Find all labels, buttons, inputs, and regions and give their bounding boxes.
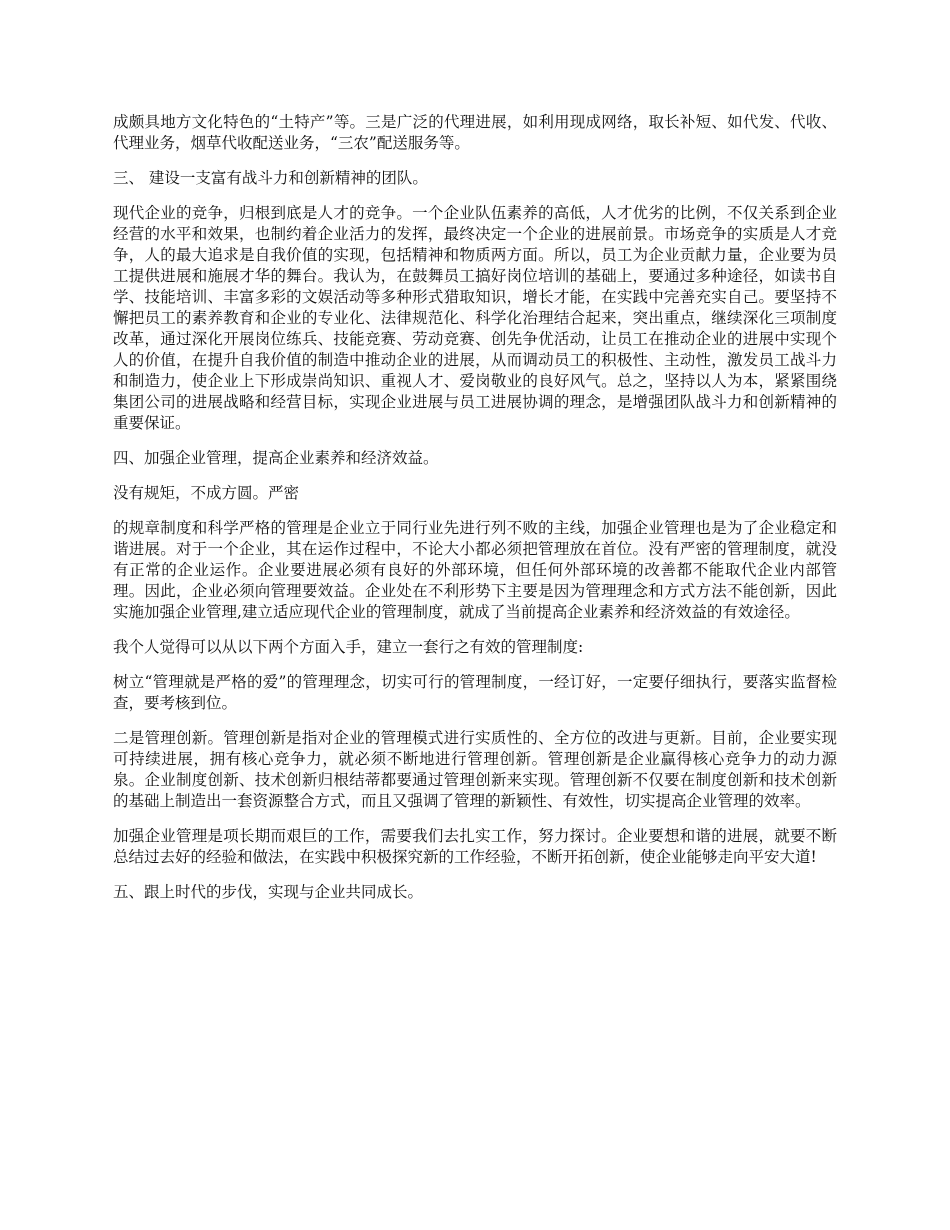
paragraph-two-aspects: 我个人觉得可以从以下两个方面入手，建立一套行之有效的管理制度: — [113, 638, 584, 656]
paragraph-rules-and-management: 的规章制度和科学严格的管理是企业立于同行业先进行列不败的主线，加强企业管理也是为了企业稳定和谐进展。对于一个企业，其在运作过程中，不论大小都必须把管理放在首位。没有严密的管理制度，就没有正常的企业运作。企业要进展必须有良好的外部环境，但任何外部环境的改善都不能取代企业内部管理。因此，企业必须向管理要效益。企业处在不利形势下主要是因为管理理念和方式方法不能创新，因此实施加强企业管理,建立适应现代企业的管理制度，就成了当前提高企业素养和经济效益的有效途径。 — [113, 519, 837, 621]
paragraph-talent-competition: 现代企业的竞争，归根到底是人才的竞争。一个企业队伍素养的高低，人才优劣的比例，不仅关系到企业经营的水平和效果，也制约着企业活力的发挥，最终决定一个企业的进展前景。市场竞争的实质是人才竞争，人的最大追求是自我价值的实现，包括精神和物质两方面。所以，员工为企业贡献力量，企业要为员工提供进展和施展才华的舞台。我认为，在鼓舞员工搞好岗位培训的基础上，要通过多种途径，如读书自学、技能培训、丰富多彩的文娱活动等多种形式猎取知识，增长才能，在实践中完善充实自己。要坚持不懈把员工的素养教育和企业的专业化、法律规范化、科学化治理结合起来，突出重点，继续深化三项制度改革，通过深化开展岗位练兵、技能竞赛、劳动竞赛、创先争优活动，让员工在推动企业的进展中实现个人的价值，在提升自我价值的制造中推动企业的进展，从而调动员工的积极性、主动性，激发员工战斗力和制造力，使企业上下形成崇尚知识、重视人才、爱岗敬业的良好风气。总之，坚持以人为本，紧紧围绕集团公司的进展战略和经营目标，实现企业进展与员工进展协调的理念，是增强团队战斗力和创新精神的重要保证。 — [113, 204, 837, 432]
paragraph-local-products: 成颇具地方文化特色的“土特产”等。三是广泛的代理进展，如利用现成网络，取长补短、如代发、代收、代理业务，烟草代收配送业务，“三农”配送服务等。 — [113, 113, 837, 152]
section-heading-team: 三、 建设一支富有战斗力和创新精神的团队。 — [113, 169, 428, 187]
paragraph-management-innovation: 二是管理创新。管理创新是指对企业的管理模式进行实质性的、全方位的改进与更新。目前，企业要实现可持续进展，拥有核心竞争力，就必须不断地进行管理创新。管理创新是企业赢得核心竞争力的动力源泉。企业制度创新、技术创新归根结蒂都要通过管理创新来实现。管理创新不仅要在制度创新和技术创新的基础上制造出一套资源整合方式，而且又强调了管理的新颖性、有效性，切实提高企业管理的效率。 — [113, 729, 837, 810]
paragraph-long-term-work: 加强企业管理是项长期而艰巨的工作，需要我们去扎实工作，努力探讨。企业要想和谐的进展，就要不断总结过去好的经验和做法，在实践中积极探究新的工作经验，不断开拓创新，使企业能够走向平安大道! — [113, 827, 837, 866]
document-body — [113, 112, 837, 917]
paragraph-rules-intro: 没有规矩，不成方圆。严密 — [113, 484, 300, 502]
paragraph-management-philosophy: 树立“管理就是严格的爱”的管理理念，切实可行的管理制度，一经订好，一定要仔细执行，要落实监督检查，要考核到位。 — [113, 673, 837, 712]
section-heading-management: 四、加强企业管理，提高企业素养和经济效益。 — [113, 449, 439, 467]
section-heading-keep-pace: 五、跟上时代的步伐，实现与企业共同成长。 — [113, 883, 424, 901]
